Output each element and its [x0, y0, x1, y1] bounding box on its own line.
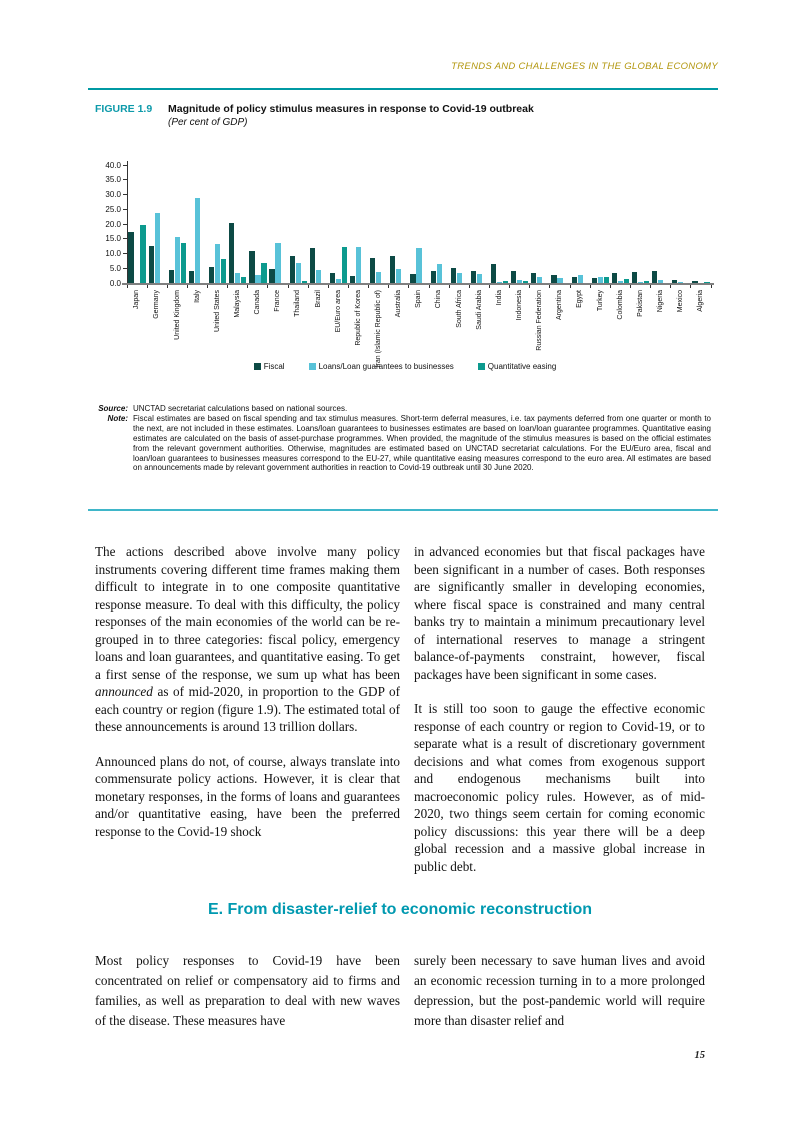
bar-slot [436, 264, 442, 283]
figure-bottom-rule [88, 509, 718, 511]
x-tick-mark [529, 285, 530, 288]
x-tick-mark [650, 285, 651, 288]
x-tick-mark [308, 285, 309, 288]
bar-loans-malaysia [235, 273, 240, 283]
y-axis [95, 160, 127, 288]
bar-slot [194, 198, 200, 283]
bar-group [570, 165, 590, 283]
bar-fiscal-brazil [310, 248, 315, 283]
bar-loans-thailand [296, 263, 301, 283]
x-tick-label: Iran (Islamic Republic of) [375, 290, 382, 368]
bar-slot [456, 273, 462, 283]
x-tick-label: Mexico [677, 290, 685, 313]
bar-slot [261, 263, 267, 283]
bar-fiscal-china [431, 271, 436, 283]
bar-group [429, 165, 449, 283]
bar-fiscal-united-states [209, 267, 214, 283]
bar-loans-italy [195, 198, 200, 283]
x-tick-label: China [435, 290, 443, 309]
x-tick-label: Egypt [576, 290, 584, 308]
bar-group [268, 165, 288, 283]
legend-item [254, 362, 285, 371]
paragraph: It is still too soon to gauge the effective economic response of each country or region to Covid-19, or to separate what is a result of discretionary government decisions and what comes from exogenous support and endogenous mechanisms built into macroeconomic policy rules. However, as of mid-2020, two things seem certain for coming economic policy discussions: this year there will be a deep global recession and a massive global increase in public debt. [414, 701, 705, 874]
bar-slot [396, 269, 402, 283]
bar-fiscal-pakistan [632, 272, 637, 284]
bar-loans-brazil [316, 270, 321, 283]
body-column-left [95, 543, 400, 892]
paragraph [95, 543, 400, 736]
bar-group [228, 165, 248, 283]
bar-fiscal-argentina [551, 275, 556, 283]
paragraph: Most policy responses to Covid-19 have been concentrated on relief or compensatory aid to firms and families, as well as preparation to deal with new waves of the disease. These measures have [95, 953, 400, 1028]
x-tick-mark [489, 285, 490, 288]
bar-slot [221, 259, 227, 283]
bar-quantitative-easing-united-states [221, 259, 226, 283]
running-header: TRENDS AND CHALLENGES IN THE GLOBAL ECONOMY [451, 61, 718, 72]
x-tick-mark [408, 285, 409, 288]
x-tick-mark [429, 285, 430, 288]
paragraph-emphasis: announced [95, 684, 153, 699]
bar-group [389, 165, 409, 283]
bar-fiscal-indonesia [511, 271, 516, 283]
y-tick-label: 40.0 [105, 160, 121, 170]
x-tick-label: Argentina [556, 290, 564, 320]
x-tick-label: Brazil [314, 290, 322, 308]
bar-fiscal-colombia [612, 273, 617, 283]
bar-fiscal-republic-of-korea [350, 276, 355, 283]
bar-group [550, 165, 570, 283]
page-number: 15 [694, 1050, 705, 1061]
bar-loans-united-states [215, 244, 220, 283]
bar-loans-australia [396, 269, 401, 283]
bar-group [167, 165, 187, 283]
x-tick-mark [147, 285, 148, 288]
bar-group [590, 165, 610, 283]
bar-slot [577, 275, 583, 283]
bar-quantitative-easing-eu-euro-area [342, 247, 347, 283]
bar-group [691, 165, 711, 283]
bar-group [288, 165, 308, 283]
bar-slot [140, 225, 146, 283]
bar-loans-canada [255, 275, 260, 283]
x-tick-mark [227, 285, 228, 288]
x-tick-label: United States [213, 290, 221, 333]
bar-slot [154, 213, 160, 283]
bar-fiscal-russian-federation [531, 273, 536, 283]
x-tick-mark [328, 285, 329, 288]
bar-fiscal-eu-euro-area [330, 273, 335, 283]
bar-loans-china [437, 264, 442, 283]
bar-fiscal-saudi-arabia [471, 271, 476, 283]
bar-slot [341, 247, 347, 283]
bar-group [671, 165, 691, 283]
source-label: Source: [98, 404, 128, 413]
x-tick-mark [610, 285, 611, 288]
y-tick-label: 10.0 [105, 249, 121, 258]
bar-fiscal-japan [128, 232, 133, 283]
section-column-left [95, 951, 400, 1048]
legend-label: Quantitative easing [487, 362, 557, 371]
x-tick-label: Pakistan [636, 290, 644, 317]
x-tick-mark [288, 285, 289, 288]
x-tick-label: Saudi Arabia [475, 290, 483, 330]
x-tick-label: Nigeria [656, 290, 664, 313]
x-tick-label: EU/Euro area [334, 290, 342, 333]
x-tick-mark [368, 285, 369, 288]
x-tick-label: France [274, 290, 282, 312]
bar-slot [476, 274, 482, 283]
x-tick-label: Algeria [697, 290, 705, 312]
x-tick-mark [469, 285, 470, 288]
bar-chart [95, 160, 715, 380]
legend-item [478, 362, 557, 371]
bar-loans-iran-islamic-republic-of- [376, 272, 381, 284]
bar-fiscal-spain [410, 274, 415, 283]
bar-group [530, 165, 550, 283]
y-tick-label: 20.0 [105, 219, 121, 229]
y-tick-label: 30.0 [105, 190, 121, 199]
bar-group [409, 165, 429, 283]
x-tick-mark [187, 285, 188, 288]
bar-fiscal-australia [390, 256, 395, 283]
x-tick-mark [711, 285, 712, 288]
chart-legend [95, 362, 715, 371]
bar-group [248, 165, 268, 283]
figure-header [95, 103, 715, 128]
x-tick-label: United Kingdom [173, 290, 181, 340]
y-tick-label: 0.0 [109, 278, 121, 288]
bar-group [369, 165, 389, 283]
bar-loans-germany [155, 213, 160, 283]
bar-fiscal-canada [249, 251, 254, 283]
x-tick-label: Thailand [294, 290, 302, 317]
bar-group [308, 165, 328, 283]
y-tick-label: 15.0 [105, 234, 121, 244]
bar-fiscal-united-kingdom [169, 270, 174, 283]
bar-fiscal-malaysia [229, 223, 234, 283]
legend-item [309, 362, 454, 371]
bar-group [510, 165, 530, 283]
bar-loans-spain [416, 248, 421, 283]
bar-loans-united-kingdom [175, 237, 180, 283]
section-heading: E. From disaster-relief to economic reconstruction [207, 901, 593, 918]
plot-area [127, 165, 711, 283]
bar-fiscal-france [269, 269, 274, 283]
bar-fiscal-india [491, 264, 496, 283]
bar-fiscal-south-africa [451, 268, 456, 283]
x-tick-label: Turkey [596, 290, 604, 312]
body-text [95, 543, 705, 892]
x-tick-label: Republic of Korea [354, 290, 362, 346]
y-tick-label: 25.0 [105, 204, 121, 214]
bar-loans-republic-of-korea [356, 247, 361, 283]
x-tick-label: Italy [193, 290, 201, 303]
bar-group [631, 165, 651, 283]
x-tick-label: Australia [395, 290, 403, 318]
x-tick-mark [267, 285, 268, 288]
x-tick-mark [348, 285, 349, 288]
paragraph: Announced plans do not, of course, always translate into commensurate policy actions. However, it is clear that monetary responses, in the forms of loans and guarantees and/or quantitative easing, have been the preferred response to the Covid-19 shock [95, 753, 400, 839]
bar-fiscal-thailand [290, 256, 295, 283]
bar-fiscal-germany [149, 246, 154, 283]
x-tick-mark [590, 285, 591, 288]
x-tick-label: South Africa [455, 290, 463, 328]
x-tick-mark [449, 285, 450, 288]
body-column-right [414, 543, 705, 892]
figure-title: Magnitude of policy stimulus measures in response to Covid-19 outbreak [168, 103, 534, 115]
bar-slot [180, 243, 186, 283]
paragraph: in advanced economies but that fiscal packages have been significant in a number of cases. Both responses are significantly smaller in developing economies, where fiscal space is constrained and many central banks try to maintain a minimum precautionary level of international reserves to manage a stringent balance-of-payments constraint, however, fiscal packages have been significant in some cases. [414, 544, 705, 682]
bar-slot [275, 243, 281, 283]
bar-slot [416, 248, 422, 283]
x-tick-label: Colombia [616, 290, 624, 320]
bar-fiscal-iran-islamic-republic-of- [370, 258, 375, 283]
bar-fiscal-nigeria [652, 271, 657, 283]
note-label: Note: [107, 413, 128, 423]
x-tick-mark [247, 285, 248, 288]
paragraph: surely been necessary to save human lives and avoid an economic recession turning in to a more prolonged depression, but the post-pandemic world will require more than disaster relief and [414, 953, 705, 1028]
bar-quantitative-easing-japan [140, 225, 145, 283]
section-column-right [414, 951, 705, 1048]
figure-label: FIGURE 1.9 [95, 103, 153, 115]
bar-slot [315, 270, 321, 283]
x-tick-mark [207, 285, 208, 288]
bar-loans-egypt [578, 275, 583, 283]
x-axis-line [122, 283, 714, 285]
bar-slot [376, 272, 382, 284]
x-tick-mark [570, 285, 571, 288]
bar-group [610, 165, 630, 283]
section-body-text [95, 951, 705, 1048]
bar-group [187, 165, 207, 283]
x-tick-mark [167, 285, 168, 288]
x-tick-label: Russian Federation [536, 290, 544, 351]
x-tick-label: Canada [254, 290, 262, 315]
x-tick-mark [509, 285, 510, 288]
bar-slot [128, 232, 134, 283]
header-rule [88, 88, 718, 90]
bar-group [147, 165, 167, 283]
bar-group [449, 165, 469, 283]
bar-fiscal-italy [189, 271, 194, 283]
x-tick-mark [630, 285, 631, 288]
bar-quantitative-easing-canada [261, 263, 266, 283]
figure-source-note [95, 404, 711, 473]
x-tick-label: Spain [415, 290, 423, 308]
legend-swatch [478, 363, 485, 370]
bar-group [127, 165, 147, 283]
bar-group [651, 165, 671, 283]
bar-loans-saudi-arabia [477, 274, 482, 283]
bar-group [469, 165, 489, 283]
note-text: Fiscal estimates are based on fiscal spending and tax stimulus measures. Short-term deferral measures, i.e. tax payments deferred from one quarter or month to the next, are not included in these estimates. Loans/loan guarantees to businesses estimates are based on loan/loan guarantee programmes. Quantitative easing estimates are calculated on the basis of asset-purchase programmes. When provided, the magnitude of the stimulus measures is based on the official estimates from the relevant government authorities. Otherwise, magnitudes are estimated based on UNCTAD secretariat calculations. For the EU/Euro area, fiscal and loan/loan guarantees to businesses measures correspond to the EU-27, while quantitative easing measures correspond to the euro area. All estimates are based on announcements made by relevant government authorities in reaction to Covid-19 outbreak until 30 June 2020. [133, 413, 711, 473]
bar-slot [356, 247, 362, 283]
y-tick-label: 5.0 [109, 263, 121, 273]
x-tick-mark [670, 285, 671, 288]
bar-group [208, 165, 228, 283]
legend-label: Fiscal [263, 362, 285, 371]
x-tick-mark [690, 285, 691, 288]
bar-group [490, 165, 510, 283]
bar-group [328, 165, 348, 283]
bar-loans-south-africa [457, 273, 462, 283]
bar-quantitative-easing-united-kingdom [181, 243, 186, 283]
x-tick-label: Japan [133, 290, 141, 310]
x-tick-mark [127, 285, 128, 288]
x-tick-mark [388, 285, 389, 288]
legend-swatch [254, 363, 261, 370]
bar-loans-france [275, 243, 280, 283]
x-tick-label: India [495, 290, 503, 306]
paragraph-text: The actions described above involve many policy instruments covering different time frames making them difficult to integrate in to one composite quantitative response measure. To deal with this difficulty, the policy responses of the main economies of the world can be re-grouped in to three categories: fiscal policy, emergency loans and loan guarantees, and quantitative easing. To get a first sense of the response, we sum up what has been [95, 544, 400, 682]
source-text: UNCTAD secretariat calculations based on national sources. [133, 404, 348, 413]
figure-subtitle: (Per cent of GDP) [168, 117, 248, 128]
legend-label: Loans/Loan guarantees to businesses [318, 362, 454, 371]
x-tick-label: Indonesia [515, 290, 523, 321]
x-tick-label: Germany [153, 290, 161, 319]
bar-group [349, 165, 369, 283]
bar-groups [127, 165, 711, 283]
bar-slot [491, 264, 497, 283]
legend-swatch [309, 363, 316, 370]
y-tick-label: 35.0 [105, 175, 121, 185]
paragraph-text: as of mid-2020, in proportion to the GDP of each country or region (figure 1.9). The estimated total of these announcements is around 13 trillion dollars. [95, 684, 400, 734]
x-tick-label: Malaysia [234, 290, 242, 318]
x-tick-mark [549, 285, 550, 288]
